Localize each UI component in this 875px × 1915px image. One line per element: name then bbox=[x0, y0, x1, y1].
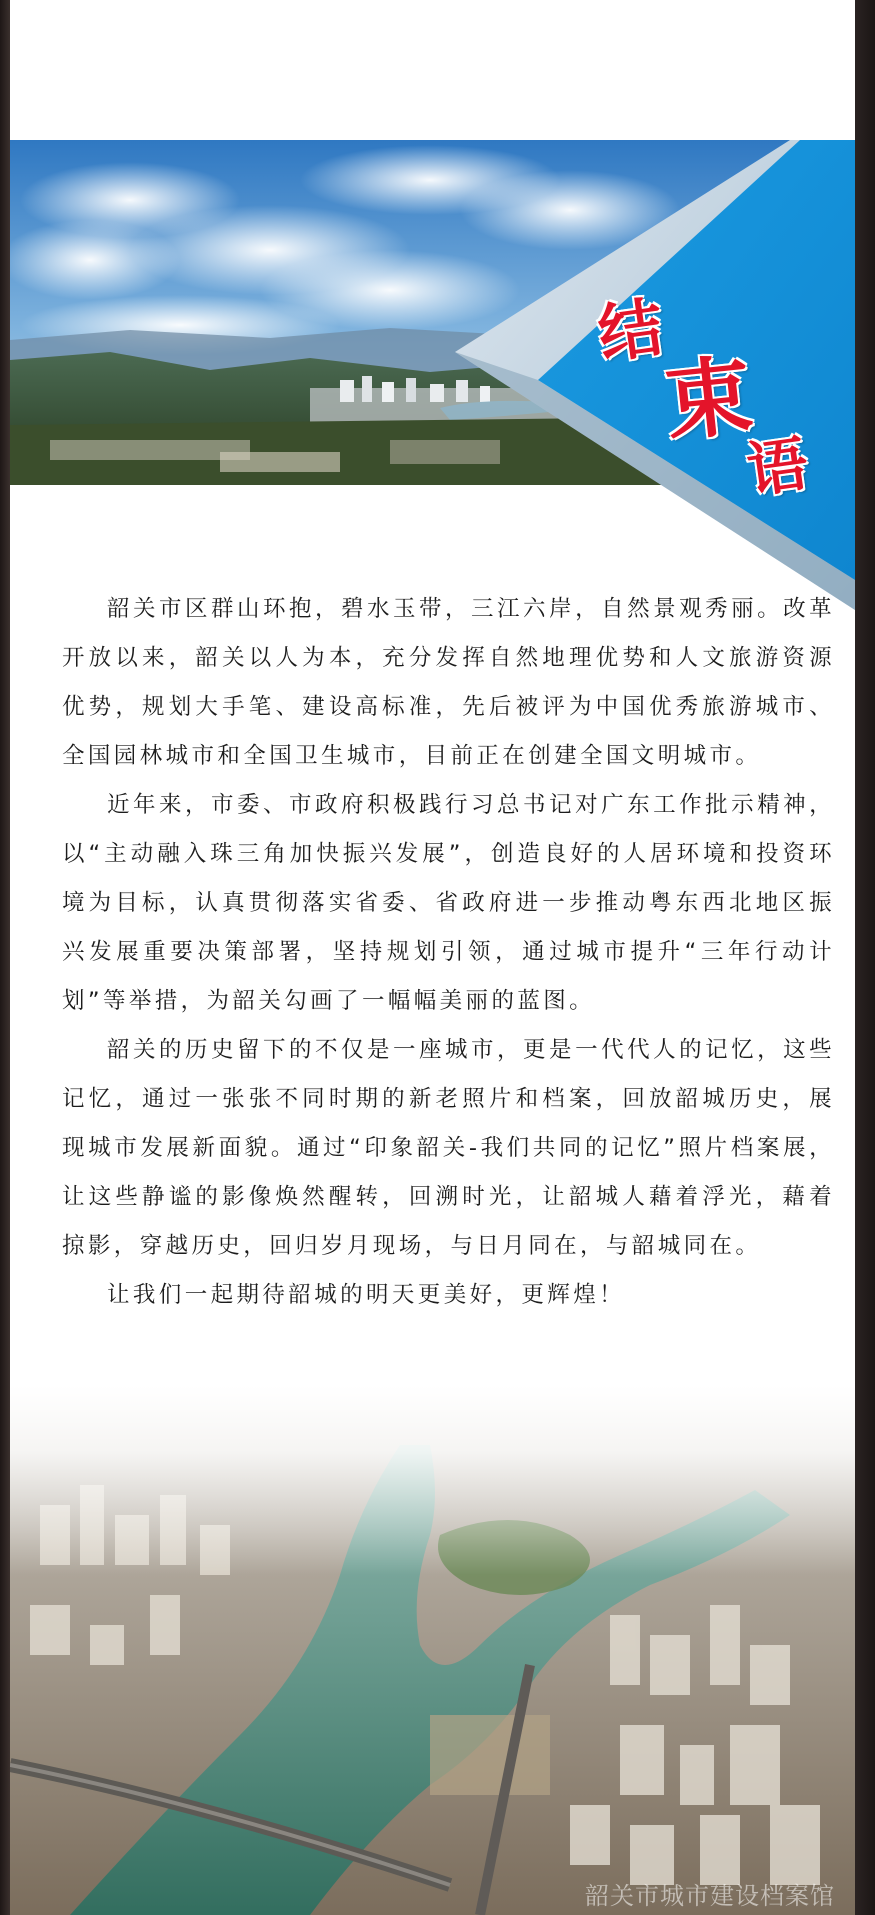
right-border bbox=[855, 0, 875, 1915]
paragraph-1: 韶关市区群山环抱，碧水玉带，三江六岸，自然景观秀丽。改革开放以来，韶关以人为本，充分发挥自然地理优势和人文旅游资源优势，规划大手笔、建设高标准，先后被评为中国优秀旅游城市、全国园林城市和全国卫生城市，目前正在创建全国文明城市。 bbox=[62, 596, 835, 769]
closing-remarks-text bbox=[62, 585, 835, 1320]
paragraph-2: 近年来，市委、市政府积极践行习总书记对广东工作批示精神，以“主动融入珠三角加快振兴发展”，创造良好的人居环境和投资环境为目标，认真贯彻落实省委、省政府进一步推动粤东西北地区振兴发展重要决策部署，坚持规划引领，通过城市提升“三年行动计划”等举措，为韶关勾画了一幅幅美丽的蓝图。 bbox=[62, 792, 835, 1014]
paragraph-3: 韶关的历史留下的不仅是一座城市，更是一代代人的记忆，这些记忆，通过一张张不同时期的新老照片和档案，回放韶城历史，展现城市发展新面貌。通过“印象韶关-我们共同的记忆”照片档案展，让这些静谧的影像焕然醒转，回溯时光，让韶城人藉着浮光，藉着掠影，穿越历史，回归岁月现场，与日月同在，与韶城同在。 bbox=[62, 1037, 835, 1259]
paragraph-4: 让我们一起期待韶城的明天更美好，更辉煌！ bbox=[107, 1282, 626, 1308]
bottom-photo-fade bbox=[10, 1385, 855, 1575]
title-char-2: 束 bbox=[660, 344, 757, 455]
poster-page bbox=[10, 0, 855, 1915]
title-char-3: 语 bbox=[743, 429, 813, 507]
title-char-1: 结 bbox=[593, 289, 668, 374]
left-border bbox=[0, 0, 10, 1915]
watermark: 韶关市城市建设档案馆 bbox=[585, 1882, 835, 1910]
page-title bbox=[10, 0, 855, 520]
